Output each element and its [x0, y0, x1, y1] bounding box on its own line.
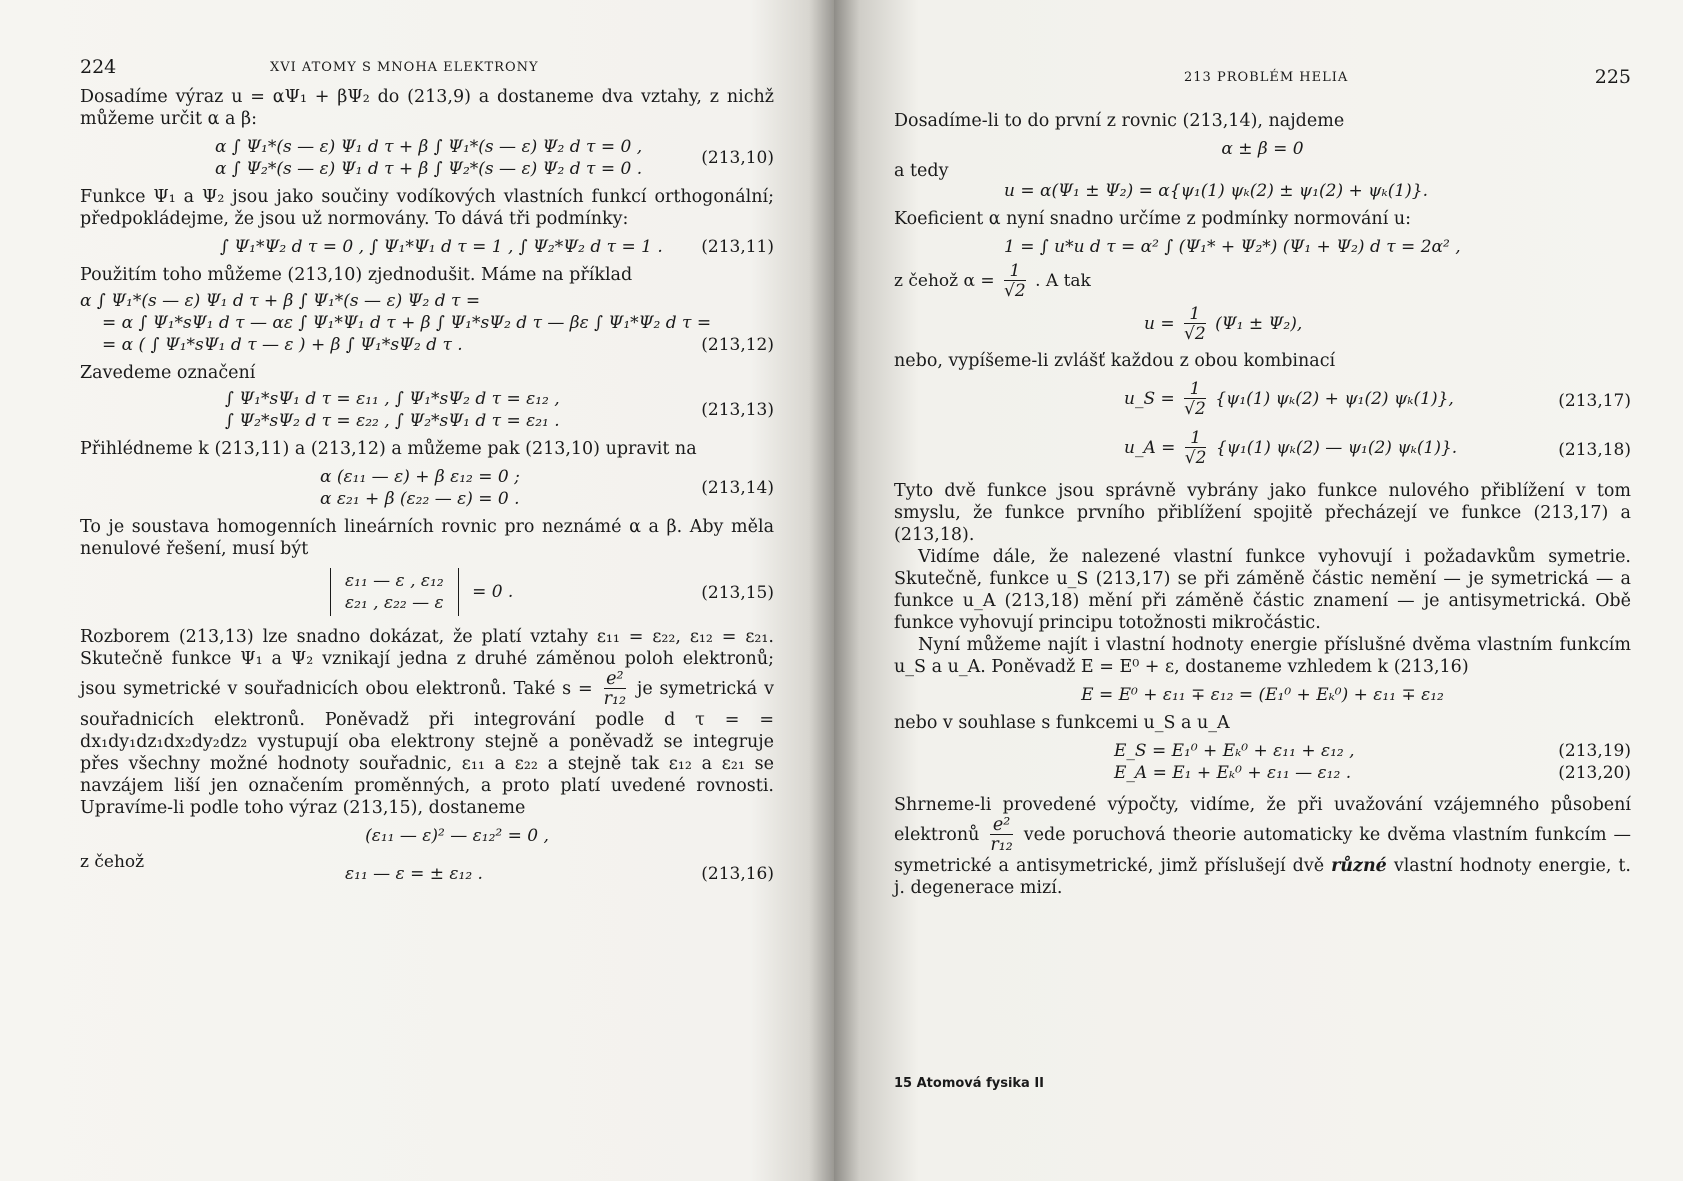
equation-213-11	[80, 236, 774, 258]
text-run: Shrneme-li provedené výpočty, vidíme, že při uvažování vzájemného působení elektronů	[894, 795, 1631, 845]
paragraph	[80, 626, 774, 819]
paragraph: To je soustava homogenních lineárních rovnic pro neznámé α a β. Aby měla nenulové řešení, musí být	[80, 517, 774, 559]
fraction: $\frac{1}{√2}$	[1004, 261, 1026, 301]
text-run: z čehož	[80, 852, 145, 872]
equation-number: (213,20)	[1558, 763, 1631, 783]
equation-213-20	[894, 762, 1631, 784]
paragraph: nebo v souhlase s funkcemi u_S a u_A	[894, 713, 1230, 733]
equation-213-16	[80, 851, 774, 884]
paragraph: a tedy	[894, 161, 949, 181]
equation-number: (213,19)	[1558, 741, 1631, 761]
text-run: u_S =	[1124, 389, 1175, 409]
equation-213-19	[894, 740, 1631, 762]
matrix-row: ε₁₁ — ε , ε₁₂	[345, 571, 444, 591]
text-run: . A tak	[1035, 271, 1091, 291]
fraction: $\frac{\text{e²}}{\text{r₁₂}}$	[603, 669, 626, 709]
equation-line: = α ∫ Ψ₁*sΨ₁ d τ — αε ∫ Ψ₁*Ψ₁ d τ + β ∫ Ψ₁*sΨ₂ d τ — βε ∫ Ψ₁*Ψ₂ d τ =	[102, 313, 712, 333]
left-running-head	[80, 52, 774, 86]
text-run: Rozborem (213,13) lze snadno dokázat, že platí vztahy ε₁₁ = ε₂₂, ε₁₂ = ε₂₁. Skutečně funkce Ψ₁ a Ψ₂ vznikají jedna z druhé záměnou poloh elektronů; jsou symetrické v souřadnicích obou elektronů. Také s =	[80, 627, 774, 699]
equation-number: (213,17)	[1558, 391, 1631, 411]
equation-213-13	[80, 388, 774, 432]
text-run: {ψ₁(1) ψₖ(2) — ψ₁(2) ψₖ(1)}.	[1215, 438, 1458, 458]
equation-line: ε₁₁ — ε = ± ε₁₂ .	[345, 864, 483, 884]
equation-number: (213,14)	[701, 478, 774, 498]
paragraph: Zavedeme označení	[80, 363, 256, 383]
emphasis: různé	[1331, 856, 1387, 876]
equation-line: α ε₂₁ + β (ε₂₂ — ε) = 0 .	[320, 489, 520, 509]
equation-number: (213,10)	[701, 148, 774, 168]
equation-213-10	[80, 136, 774, 180]
equation-number: (213,13)	[701, 400, 774, 420]
determinant-rhs: = 0 .	[472, 581, 514, 602]
equation-square: (ε₁₁ — ε)² — ε₁₂² = 0 ,	[365, 826, 549, 846]
fraction: $\frac{1}{√2}$	[1184, 304, 1206, 344]
paragraph: Funkce Ψ₁ a Ψ₂ jsou jako součiny vodíkových vlastních funkcí orthogonální; předpokládejme, že jsou už normovány. To dává tři podmínky:	[80, 187, 774, 229]
text-run: vlastní hodnoty energie, t. j. degenerace mizí.	[894, 856, 1631, 898]
paragraph: Nyní můžeme najít i vlastní hodnoty energie příslušné dvěma vlastním funkcím u_S a u_A. Poněvadž E = E⁰ + ε, dostaneme vzhledem k (213,16)	[894, 635, 1631, 677]
equation-213-18	[894, 429, 1631, 468]
paragraph: Dosadíme výraz u = αΨ₁ + βΨ₂ do (213,9) a dostaneme dva vztahy, z nichž můžeme určit α a β:	[80, 87, 774, 129]
equation-line: E_S = E₁⁰ + Eₖ⁰ + ε₁₁ + ε₁₂ ,	[1114, 741, 1355, 761]
equation-alpha-beta: α ± β = 0	[1221, 139, 1304, 159]
equation-number: (213,18)	[1558, 440, 1631, 460]
equation-normalization: 1 = ∫ u*u d τ = α² ∫ (Ψ₁* + Ψ₂*) (Ψ₁ + Ψ₂) d τ = 2α² ,	[1004, 237, 1461, 257]
equation-u: u = α(Ψ₁ ± Ψ₂) = α{ψ₁(1) ψₖ(2) ± ψ₁(2) + ψₖ(1)}.	[1004, 181, 1428, 201]
text-run: z čehož α =	[894, 271, 995, 291]
fraction: $\frac{1}{√2}$	[1184, 379, 1206, 419]
text-run: {ψ₁(1) ψₖ(2) + ψ₁(2) ψₖ(1)},	[1215, 389, 1454, 409]
right-running-head	[894, 62, 1631, 96]
equation-number: (213,16)	[701, 864, 774, 884]
paragraph: Tyto dvě funkce jsou správně vybrány jako funkce nulového přiblížení v tom smyslu, že funkce prvního přiblížení spojitě přecházejí ve funkce (213,17) a (213,18).	[894, 481, 1631, 545]
equation-line: = α ( ∫ Ψ₁*sΨ₁ d τ — ε ) + β ∫ Ψ₁*sΨ₂ d τ .	[102, 335, 463, 355]
text-run: (Ψ₁ ± Ψ₂),	[1215, 314, 1303, 334]
fraction: $\frac{1}{√2}$	[1184, 428, 1207, 468]
equation-line: E_A = E₁ + Eₖ⁰ + ε₁₁ — ε₁₂ .	[1114, 763, 1352, 783]
paragraph: Použitím toho můžeme (213,10) zjednodušit. Máme na příklad	[80, 265, 633, 285]
determinant	[80, 568, 774, 616]
signature-footer: 15 Atomová fysika II	[894, 1076, 1045, 1091]
equation-line: α ∫ Ψ₁*(s — ε) Ψ₁ d τ + β ∫ Ψ₁*(s — ε) Ψ₂ d τ = 0 ,	[215, 137, 643, 157]
text-run: u =	[1144, 314, 1175, 334]
paragraph: Vidíme dále, že nalezené vlastní funkce vyhovují i požadavkům symetrie. Skutečně, funkce u_S (213,17) se při záměně částic nemění — je symetrická — a funkce u_A (213,18) mění při záměně částic znamení — je antisymetrická. Obě funkce vyhovují principu totožnosti mikročástic.	[894, 547, 1631, 633]
right-page-number: 225	[1594, 66, 1631, 88]
right-page	[834, 0, 1683, 1181]
equation-line: ∫ Ψ₁*Ψ₂ d τ = 0 , ∫ Ψ₁*Ψ₁ d τ = 1 , ∫ Ψ₂*Ψ₂ d τ = 1 .	[220, 237, 663, 257]
matrix-row: ε₂₁ , ε₂₂ — ε	[345, 593, 444, 613]
paragraph	[894, 794, 1631, 899]
right-running-title: 213 PROBLÉM HELIA	[1184, 70, 1349, 85]
left-running-title: XVI ATOMY S MNOHA ELEKTRONY	[270, 60, 539, 75]
paragraph: Koeficient α nyní snadno určíme z podmínky normování u:	[894, 209, 1412, 229]
left-page	[0, 0, 834, 1181]
equation-line: α (ε₁₁ — ε) + β ε₁₂ = 0 ;	[320, 467, 520, 487]
alpha-definition	[894, 262, 1631, 301]
equation-213-15	[80, 568, 774, 620]
equation-213-17	[894, 380, 1631, 419]
text-run: vede poruchová theorie automaticky ke dvěma vlastním funkcím — symetrické a antisymetrické, jimž příslušejí dvě	[894, 825, 1631, 876]
left-page-number: 224	[80, 56, 117, 78]
equation-u-normalized	[894, 305, 1631, 344]
paragraph: nebo, vypíšeme-li zvlášť každou z obou kombinací	[894, 351, 1336, 371]
equation-line: ∫ Ψ₂*sΨ₂ d τ = ε₂₂ , ∫ Ψ₂*sΨ₁ d τ = ε₂₁ .	[225, 411, 560, 431]
paragraph: Dosadíme-li to do první z rovnic (213,14), najdeme	[894, 111, 1345, 131]
equation-number: (213,12)	[701, 335, 774, 355]
equation-energy: E = E⁰ + ε₁₁ ∓ ε₁₂ = (E₁⁰ + Eₖ⁰) + ε₁₁ ∓ ε₁₂	[1081, 685, 1444, 705]
text-run: je symetrická v souřadnicích elektronů. Poněvadž při integrování podle d τ = = dx₁dy₁dz₁dx₂dy₂dz₂ vystupují oba elektrony stejně a poněvadž se integruje přes všechny možné hodnoty souřadnic, ε₁₁ a ε₂₂ a stejně tak ε₁₂ a ε₂₁ se navzájem liší jen označením proměnných, a proto platí uvedené rovnosti. Upravíme-li podle toho výraz (213,15), dostaneme	[80, 679, 774, 818]
paragraph: Přihlédneme k (213,11) a (213,12) a můžeme pak (213,10) upravit na	[80, 439, 697, 459]
equation-line: α ∫ Ψ₁*(s — ε) Ψ₁ d τ + β ∫ Ψ₁*(s — ε) Ψ₂ d τ =	[80, 291, 481, 311]
equation-number: (213,15)	[701, 583, 774, 603]
equation-line: α ∫ Ψ₂*(s — ε) Ψ₁ d τ + β ∫ Ψ₂*(s — ε) Ψ₂ d τ = 0 .	[215, 159, 643, 179]
equation-number: (213,11)	[701, 237, 774, 257]
fraction: $\frac{\text{e²}}{\text{r₁₂}}$	[990, 815, 1013, 855]
determinant-matrix	[330, 568, 459, 616]
text-run: u_A =	[1124, 438, 1176, 458]
equation-213-14	[80, 466, 774, 510]
equation-line: ∫ Ψ₁*sΨ₁ d τ = ε₁₁ , ∫ Ψ₁*sΨ₂ d τ = ε₁₂ ,	[225, 389, 560, 409]
equation-213-12	[80, 290, 774, 356]
